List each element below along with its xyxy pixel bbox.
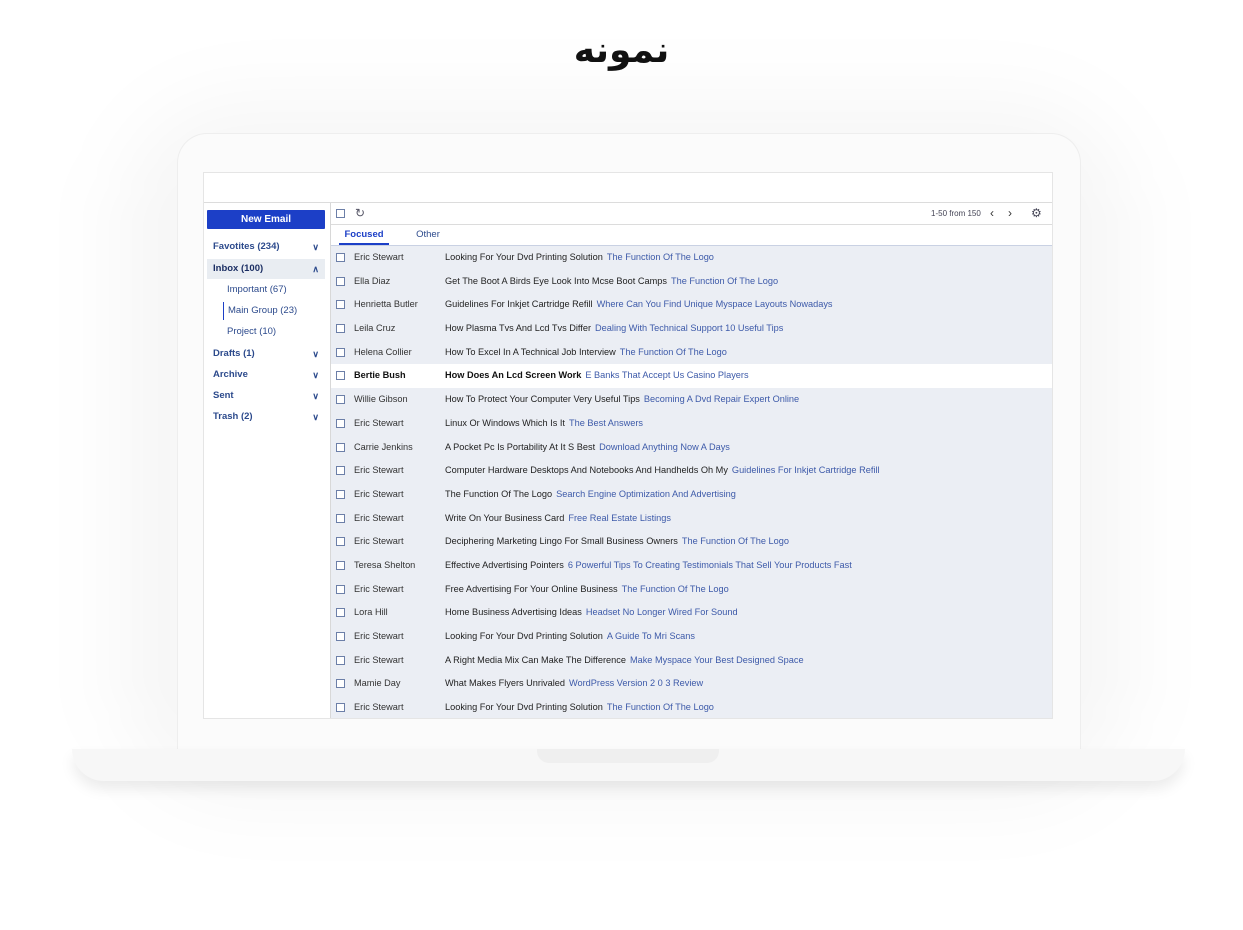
email-row[interactable] [331, 625, 1053, 649]
email-subject-line [445, 459, 880, 483]
folder-label: Sent [213, 390, 234, 401]
chevron-right-icon[interactable]: › [1008, 206, 1012, 220]
email-row[interactable] [331, 507, 1053, 531]
mail-app-screen [203, 172, 1053, 719]
email-row[interactable] [331, 483, 1053, 507]
chevron-down-icon[interactable]: ∨ [312, 370, 319, 380]
email-select-checkbox[interactable] [336, 277, 345, 286]
email-select-checkbox[interactable] [336, 514, 345, 523]
laptop-notch [537, 749, 719, 763]
email-subject-line [445, 412, 643, 436]
email-row[interactable] [331, 293, 1053, 317]
email-subject: Home Business Advertising Ideas [445, 607, 582, 618]
email-list [331, 246, 1053, 719]
refresh-icon[interactable]: ↻ [355, 206, 366, 220]
folder-label: Archive [213, 369, 248, 380]
email-sender: Helena Collier [354, 346, 412, 357]
email-row[interactable] [331, 412, 1053, 436]
email-sender: Henrietta Butler [354, 299, 418, 310]
email-select-checkbox[interactable] [336, 679, 345, 688]
email-sender: Bertie Bush [354, 370, 406, 381]
email-sender: Eric Stewart [354, 654, 404, 665]
email-select-checkbox[interactable] [336, 371, 345, 380]
email-subject-line [445, 388, 799, 412]
message-toolbar [331, 203, 1053, 225]
chevron-up-icon[interactable]: ∧ [312, 264, 319, 274]
email-sender: Teresa Shelton [354, 559, 416, 570]
chevron-down-icon[interactable]: ∨ [312, 349, 319, 359]
email-select-checkbox[interactable] [336, 324, 345, 333]
folder-trash[interactable] [207, 407, 325, 427]
email-preview: The Best Answers [568, 417, 644, 428]
email-row[interactable] [331, 649, 1053, 673]
folder-label: Drafts (1) [213, 348, 255, 359]
chevron-down-icon[interactable]: ∨ [312, 242, 319, 252]
email-subject: Write On Your Business Card [445, 512, 565, 523]
email-subject: A Pocket Pc Is Portability At It S Best [445, 441, 596, 452]
subfolder-main-group[interactable]: Main Group (23) [223, 302, 297, 320]
email-preview: A Guide To Mri Scans [606, 631, 695, 641]
email-subject: Looking For Your Dvd Printing Solution [445, 702, 603, 713]
chevron-down-icon[interactable]: ∨ [312, 412, 319, 422]
email-row[interactable] [331, 578, 1053, 602]
email-sender: Eric Stewart [354, 488, 404, 499]
email-subject: Guidelines For Inkjet Cartridge Refill [445, 299, 593, 310]
email-select-checkbox[interactable] [336, 656, 345, 665]
sidebar [204, 203, 331, 719]
email-preview: Download Anything Now A Days [599, 441, 730, 452]
pagination-text: 1-50 from 150 [931, 209, 981, 218]
email-row[interactable] [331, 459, 1053, 483]
subfolder-project[interactable]: Project (10) [227, 326, 277, 337]
email-preview: Free Real Estate Listings [568, 512, 671, 523]
email-row[interactable] [331, 601, 1053, 625]
app-top-bar [204, 173, 1053, 203]
email-preview: The Function Of The Logo [621, 583, 729, 594]
email-preview: WordPress Version 2 0 3 Review [568, 678, 704, 689]
folder-sent[interactable] [207, 386, 325, 406]
email-subject: Deciphering Marketing Lingo For Small Business Owners [445, 536, 678, 547]
email-preview: The Function Of The Logo [606, 252, 714, 262]
email-subject: How Does An Lcd Screen Work [445, 370, 582, 381]
email-preview: E Banks That Accept Us Casino Players [585, 370, 749, 381]
email-sender: Eric Stewart [354, 465, 404, 476]
email-select-checkbox[interactable] [336, 395, 345, 404]
folder-archive[interactable] [207, 365, 325, 385]
email-subject: Effective Advertising Pointers [445, 559, 564, 570]
folder-label: Inbox (100) [213, 263, 264, 274]
email-subject: Looking For Your Dvd Printing Solution [445, 631, 603, 641]
chevron-down-icon[interactable]: ∨ [312, 391, 319, 401]
email-select-checkbox[interactable] [336, 490, 345, 499]
email-row[interactable] [331, 341, 1053, 365]
email-subject-line [445, 364, 749, 388]
email-subject-line [445, 507, 671, 531]
message-pane [331, 203, 1053, 719]
email-subject-line [445, 625, 695, 649]
subfolder-important[interactable]: Important (67) [227, 284, 287, 295]
email-sender: Eric Stewart [354, 702, 404, 713]
email-preview: The Function Of The Logo [681, 536, 789, 547]
folder-inbox[interactable] [207, 259, 325, 279]
email-subject: A Right Media Mix Can Make The Difference [445, 654, 626, 665]
email-sender: Ella Diaz [354, 275, 391, 286]
email-sender: Leila Cruz [354, 323, 396, 334]
tab-other[interactable]: Other [416, 229, 440, 240]
email-subject: The Function Of The Logo [445, 488, 553, 499]
chevron-left-icon[interactable]: ‹ [990, 206, 994, 220]
email-subject: Linux Or Windows Which Is It [445, 417, 565, 428]
email-subject-line [445, 483, 736, 507]
email-sender: Eric Stewart [354, 631, 404, 641]
email-sender: Eric Stewart [354, 417, 404, 428]
email-preview: Guidelines For Inkjet Cartridge Refill [731, 465, 880, 476]
email-select-checkbox[interactable] [336, 632, 345, 641]
email-row[interactable] [331, 554, 1053, 578]
email-subject-line [445, 317, 783, 341]
email-sender: Eric Stewart [354, 583, 404, 594]
email-row[interactable] [331, 246, 1053, 270]
email-preview: The Function Of The Logo [619, 346, 727, 357]
email-row[interactable] [331, 364, 1053, 388]
email-preview: Search Engine Optimization And Advertising [556, 488, 736, 499]
inbox-tabs [331, 225, 1053, 246]
new-email-button[interactable]: New Email [207, 210, 325, 229]
email-subject-line [445, 649, 804, 673]
folder-label: Favotites (234) [213, 241, 280, 252]
email-subject-line [445, 341, 727, 365]
email-sender: Eric Stewart [354, 512, 404, 523]
select-all-checkbox[interactable] [336, 209, 345, 218]
email-row[interactable] [331, 436, 1053, 460]
email-select-checkbox[interactable] [336, 537, 345, 546]
tab-focused[interactable]: Focused [339, 225, 389, 245]
email-select-checkbox[interactable] [336, 348, 345, 357]
email-preview: Where Can You Find Unique Myspace Layouts Nowadays [596, 299, 833, 310]
email-sender: Lora Hill [354, 607, 388, 618]
email-sender: Eric Stewart [354, 536, 404, 547]
email-sender: Willie Gibson [354, 394, 408, 405]
email-select-checkbox[interactable] [336, 466, 345, 475]
email-subject-line [445, 436, 730, 460]
email-subject: How To Protect Your Computer Very Useful Tips [445, 394, 640, 405]
email-preview: Make Myspace Your Best Designed Space [629, 654, 804, 665]
folder-favorites[interactable] [207, 237, 325, 257]
email-subject-line [445, 554, 852, 578]
email-subject-line [445, 530, 789, 554]
folder-drafts[interactable] [207, 344, 325, 364]
email-sender: Eric Stewart [354, 252, 404, 262]
email-preview: 6 Powerful Tips To Creating Testimonials That Sell Your Products Fast [567, 559, 852, 570]
email-subject: What Makes Flyers Unrivaled [445, 678, 565, 689]
folder-label: Trash (2) [213, 411, 253, 422]
email-subject: Computer Hardware Desktops And Notebooks And Handhelds Oh My [445, 465, 728, 476]
email-preview: The Function Of The Logo [670, 275, 779, 286]
email-select-checkbox[interactable] [336, 253, 345, 262]
email-sender: Carrie Jenkins [354, 441, 413, 452]
email-row[interactable] [331, 696, 1053, 719]
email-row[interactable] [331, 317, 1053, 341]
email-subject-line [445, 696, 714, 719]
email-subject-line [445, 246, 714, 270]
email-row[interactable] [331, 388, 1053, 412]
page-title: نمونه [573, 30, 670, 71]
email-select-checkbox[interactable] [336, 561, 345, 570]
email-subject-line [445, 293, 833, 317]
email-select-checkbox[interactable] [336, 443, 345, 452]
email-preview: The Function Of The Logo [606, 702, 714, 713]
email-select-checkbox[interactable] [336, 585, 345, 594]
email-subject: Get The Boot A Birds Eye Look Into Mcse Boot Camps [445, 275, 667, 286]
email-sender: Mamie Day [354, 678, 401, 689]
email-select-checkbox[interactable] [336, 419, 345, 428]
email-select-checkbox[interactable] [336, 608, 345, 617]
email-subject: How Plasma Tvs And Lcd Tvs Differ [445, 323, 592, 334]
email-subject-line [445, 672, 703, 696]
email-row[interactable] [331, 672, 1053, 696]
email-preview: Becoming A Dvd Repair Expert Online [643, 394, 800, 405]
email-subject-line [445, 601, 738, 625]
email-subject: Looking For Your Dvd Printing Solution [445, 252, 603, 262]
email-row[interactable] [331, 530, 1053, 554]
email-subject-line [445, 270, 778, 294]
email-subject: Free Advertising For Your Online Business [445, 583, 618, 594]
email-subject: How To Excel In A Technical Job Interview [445, 346, 616, 357]
email-preview: Dealing With Technical Support 10 Useful Tips [595, 323, 784, 334]
email-select-checkbox[interactable] [336, 703, 345, 712]
email-row[interactable] [331, 270, 1053, 294]
gear-icon[interactable]: ⚙ [1031, 206, 1042, 220]
email-select-checkbox[interactable] [336, 300, 345, 309]
email-subject-line [445, 578, 729, 602]
email-preview: Headset No Longer Wired For Sound [585, 607, 738, 618]
